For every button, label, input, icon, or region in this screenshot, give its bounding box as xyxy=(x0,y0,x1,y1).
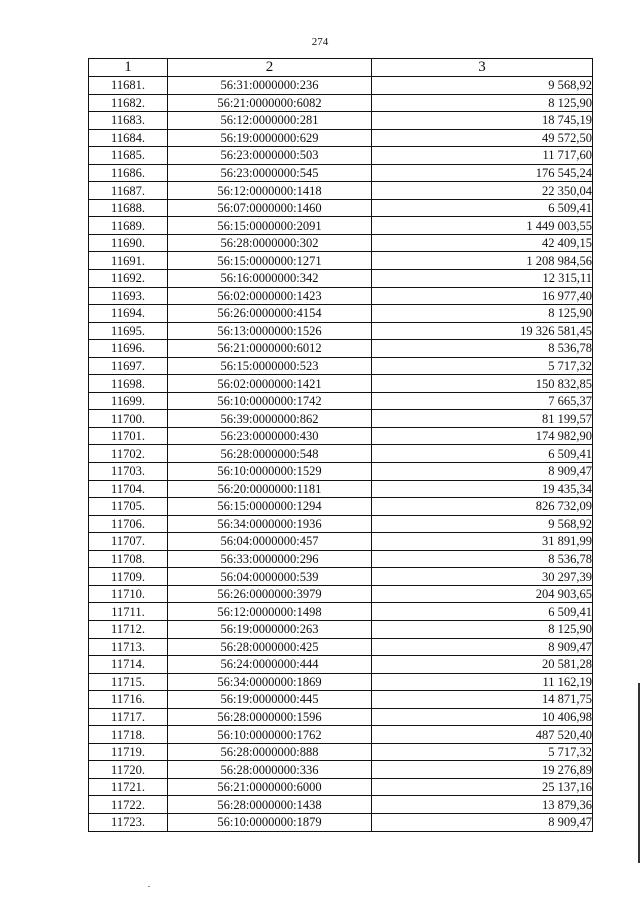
amount-cell: 487 520,40 xyxy=(372,726,593,744)
amount-cell: 19 435,34 xyxy=(372,480,593,498)
cadastral-number-cell: 56:24:0000000:444 xyxy=(168,656,372,674)
table-row xyxy=(89,533,593,551)
amount-cell: 25 137,16 xyxy=(372,778,593,796)
row-number-cell: 11719. xyxy=(89,743,168,761)
table-row xyxy=(89,287,593,305)
amount-cell: 8 125,90 xyxy=(372,94,593,112)
table-row xyxy=(89,761,593,779)
row-number-cell: 11700. xyxy=(89,410,168,428)
table-row xyxy=(89,147,593,165)
header-col-2: 2 xyxy=(168,59,372,77)
row-number-cell: 11685. xyxy=(89,147,168,165)
amount-cell: 8 909,47 xyxy=(372,813,593,831)
cadastral-number-cell: 56:19:0000000:263 xyxy=(168,620,372,638)
amount-cell: 174 982,90 xyxy=(372,427,593,445)
table-row xyxy=(89,427,593,445)
cadastral-number-cell: 56:26:0000000:4154 xyxy=(168,305,372,323)
amount-cell: 1 208 984,56 xyxy=(372,252,593,270)
cadastral-number-cell: 56:02:0000000:1421 xyxy=(168,375,372,393)
amount-cell: 8 125,90 xyxy=(372,620,593,638)
cadastral-number-cell: 56:28:0000000:888 xyxy=(168,743,372,761)
header-col-3: 3 xyxy=(372,59,593,77)
amount-cell: 150 832,85 xyxy=(372,375,593,393)
row-number-cell: 11711. xyxy=(89,603,168,621)
amount-cell: 7 665,37 xyxy=(372,392,593,410)
row-number-cell: 11699. xyxy=(89,392,168,410)
amount-cell: 8 536,78 xyxy=(372,550,593,568)
row-number-cell: 11721. xyxy=(89,778,168,796)
scan-speck xyxy=(148,886,150,887)
page-number: 274 xyxy=(311,36,329,48)
amount-cell: 16 977,40 xyxy=(372,287,593,305)
table-row xyxy=(89,305,593,323)
amount-cell: 18 745,19 xyxy=(372,112,593,130)
amount-cell: 826 732,09 xyxy=(372,498,593,516)
cadastral-number-cell: 56:10:0000000:1762 xyxy=(168,726,372,744)
row-number-cell: 11682. xyxy=(89,94,168,112)
table-row xyxy=(89,182,593,200)
cadastral-number-cell: 56:23:0000000:430 xyxy=(168,427,372,445)
amount-cell: 8 125,90 xyxy=(372,305,593,323)
cadastral-number-cell: 56:28:0000000:548 xyxy=(168,445,372,463)
table-row xyxy=(89,708,593,726)
amount-cell: 42 409,15 xyxy=(372,234,593,252)
amount-cell: 8 909,47 xyxy=(372,638,593,656)
amount-cell: 6 509,41 xyxy=(372,603,593,621)
amount-cell: 19 276,89 xyxy=(372,761,593,779)
cadastral-number-cell: 56:19:0000000:445 xyxy=(168,691,372,709)
cadastral-number-cell: 56:28:0000000:1596 xyxy=(168,708,372,726)
row-number-cell: 11704. xyxy=(89,480,168,498)
table-row xyxy=(89,743,593,761)
table-row xyxy=(89,498,593,516)
header-row xyxy=(89,59,593,77)
amount-cell: 5 717,32 xyxy=(372,357,593,375)
row-number-cell: 11689. xyxy=(89,217,168,235)
cadastral-number-cell: 56:04:0000000:457 xyxy=(168,533,372,551)
table-row xyxy=(89,778,593,796)
amount-cell: 10 406,98 xyxy=(372,708,593,726)
row-number-cell: 11716. xyxy=(89,691,168,709)
cadastral-number-cell: 56:28:0000000:425 xyxy=(168,638,372,656)
row-number-cell: 11684. xyxy=(89,129,168,147)
table-row xyxy=(89,77,593,95)
row-number-cell: 11714. xyxy=(89,656,168,674)
cadastral-number-cell: 56:10:0000000:1879 xyxy=(168,813,372,831)
table-row xyxy=(89,252,593,270)
table-row xyxy=(89,270,593,288)
row-number-cell: 11688. xyxy=(89,199,168,217)
amount-cell: 6 509,41 xyxy=(372,199,593,217)
cadastral-number-cell: 56:02:0000000:1423 xyxy=(168,287,372,305)
amount-cell: 11 162,19 xyxy=(372,673,593,691)
table-row xyxy=(89,550,593,568)
table-row xyxy=(89,410,593,428)
amount-cell: 5 717,32 xyxy=(372,743,593,761)
row-number-cell: 11706. xyxy=(89,515,168,533)
cadastral-number-cell: 56:21:0000000:6012 xyxy=(168,340,372,358)
cadastral-number-cell: 56:15:0000000:523 xyxy=(168,357,372,375)
amount-cell: 81 199,57 xyxy=(372,410,593,428)
table-row xyxy=(89,568,593,586)
row-number-cell: 11707. xyxy=(89,533,168,551)
row-number-cell: 11720. xyxy=(89,761,168,779)
table-row xyxy=(89,112,593,130)
amount-cell: 8 536,78 xyxy=(372,340,593,358)
cadastral-number-cell: 56:33:0000000:296 xyxy=(168,550,372,568)
table-row xyxy=(89,164,593,182)
row-number-cell: 11697. xyxy=(89,357,168,375)
row-number-cell: 11693. xyxy=(89,287,168,305)
table-row xyxy=(89,726,593,744)
cadastral-number-cell: 56:12:0000000:1498 xyxy=(168,603,372,621)
table-row xyxy=(89,673,593,691)
row-number-cell: 11718. xyxy=(89,726,168,744)
table-header xyxy=(89,59,593,77)
amount-cell: 9 568,92 xyxy=(372,515,593,533)
amount-cell: 49 572,50 xyxy=(372,129,593,147)
table-body xyxy=(89,77,593,832)
table-row xyxy=(89,480,593,498)
amount-cell: 30 297,39 xyxy=(372,568,593,586)
row-number-cell: 11712. xyxy=(89,620,168,638)
amount-cell: 6 509,41 xyxy=(372,445,593,463)
table-row xyxy=(89,340,593,358)
cadastral-number-cell: 56:15:0000000:1271 xyxy=(168,252,372,270)
table-row xyxy=(89,620,593,638)
table-row xyxy=(89,585,593,603)
row-number-cell: 11709. xyxy=(89,568,168,586)
table-row xyxy=(89,199,593,217)
cadastral-number-cell: 56:15:0000000:1294 xyxy=(168,498,372,516)
cadastral-number-cell: 56:16:0000000:342 xyxy=(168,270,372,288)
cadastral-number-cell: 56:28:0000000:336 xyxy=(168,761,372,779)
data-table xyxy=(88,58,593,832)
cadastral-number-cell: 56:23:0000000:503 xyxy=(168,147,372,165)
row-number-cell: 11691. xyxy=(89,252,168,270)
cadastral-number-cell: 56:31:0000000:236 xyxy=(168,77,372,95)
amount-cell: 1 449 003,55 xyxy=(372,217,593,235)
table-row xyxy=(89,603,593,621)
table-row xyxy=(89,375,593,393)
cadastral-number-cell: 56:12:0000000:281 xyxy=(168,112,372,130)
amount-cell: 31 891,99 xyxy=(372,533,593,551)
amount-cell: 20 581,28 xyxy=(372,656,593,674)
row-number-cell: 11722. xyxy=(89,796,168,814)
row-number-cell: 11694. xyxy=(89,305,168,323)
header-col-1: 1 xyxy=(89,59,168,77)
row-number-cell: 11683. xyxy=(89,112,168,130)
table-row xyxy=(89,463,593,481)
amount-cell: 22 350,04 xyxy=(372,182,593,200)
table-row xyxy=(89,691,593,709)
row-number-cell: 11692. xyxy=(89,270,168,288)
cadastral-number-cell: 56:34:0000000:1936 xyxy=(168,515,372,533)
cadastral-number-cell: 56:19:0000000:629 xyxy=(168,129,372,147)
cadastral-number-cell: 56:12:0000000:1418 xyxy=(168,182,372,200)
table-row xyxy=(89,392,593,410)
row-number-cell: 11715. xyxy=(89,673,168,691)
row-number-cell: 11690. xyxy=(89,234,168,252)
table-row xyxy=(89,813,593,831)
table-row xyxy=(89,638,593,656)
row-number-cell: 11710. xyxy=(89,585,168,603)
row-number-cell: 11695. xyxy=(89,322,168,340)
amount-cell: 8 909,47 xyxy=(372,463,593,481)
row-number-cell: 11696. xyxy=(89,340,168,358)
cadastral-number-cell: 56:21:0000000:6000 xyxy=(168,778,372,796)
row-number-cell: 11705. xyxy=(89,498,168,516)
cadastral-number-cell: 56:23:0000000:545 xyxy=(168,164,372,182)
table-row xyxy=(89,129,593,147)
amount-cell: 12 315,11 xyxy=(372,270,593,288)
cadastral-number-cell: 56:28:0000000:302 xyxy=(168,234,372,252)
row-number-cell: 11723. xyxy=(89,813,168,831)
row-number-cell: 11687. xyxy=(89,182,168,200)
amount-cell: 9 568,92 xyxy=(372,77,593,95)
row-number-cell: 11701. xyxy=(89,427,168,445)
amount-cell: 204 903,65 xyxy=(372,585,593,603)
table-row xyxy=(89,322,593,340)
cadastral-number-cell: 56:04:0000000:539 xyxy=(168,568,372,586)
cadastral-number-cell: 56:34:0000000:1869 xyxy=(168,673,372,691)
cadastral-number-cell: 56:26:0000000:3979 xyxy=(168,585,372,603)
table-row xyxy=(89,357,593,375)
table-row xyxy=(89,515,593,533)
row-number-cell: 11702. xyxy=(89,445,168,463)
amount-cell: 14 871,75 xyxy=(372,691,593,709)
cadastral-number-cell: 56:39:0000000:862 xyxy=(168,410,372,428)
amount-cell: 11 717,60 xyxy=(372,147,593,165)
row-number-cell: 11713. xyxy=(89,638,168,656)
row-number-cell: 11681. xyxy=(89,77,168,95)
table-row xyxy=(89,656,593,674)
amount-cell: 13 879,36 xyxy=(372,796,593,814)
cadastral-number-cell: 56:10:0000000:1529 xyxy=(168,463,372,481)
cadastral-number-cell: 56:21:0000000:6082 xyxy=(168,94,372,112)
table-row xyxy=(89,234,593,252)
cadastral-number-cell: 56:15:0000000:2091 xyxy=(168,217,372,235)
amount-cell: 176 545,24 xyxy=(372,164,593,182)
row-number-cell: 11708. xyxy=(89,550,168,568)
table-row xyxy=(89,217,593,235)
cadastral-number-cell: 56:10:0000000:1742 xyxy=(168,392,372,410)
row-number-cell: 11686. xyxy=(89,164,168,182)
cadastral-number-cell: 56:28:0000000:1438 xyxy=(168,796,372,814)
table-row xyxy=(89,796,593,814)
cadastral-number-cell: 56:20:0000000:1181 xyxy=(168,480,372,498)
row-number-cell: 11717. xyxy=(89,708,168,726)
cadastral-number-cell: 56:07:0000000:1460 xyxy=(168,199,372,217)
table-row xyxy=(89,94,593,112)
amount-cell: 19 326 581,45 xyxy=(372,322,593,340)
cadastral-number-cell: 56:13:0000000:1526 xyxy=(168,322,372,340)
row-number-cell: 11698. xyxy=(89,375,168,393)
row-number-cell: 11703. xyxy=(89,463,168,481)
table-row xyxy=(89,445,593,463)
